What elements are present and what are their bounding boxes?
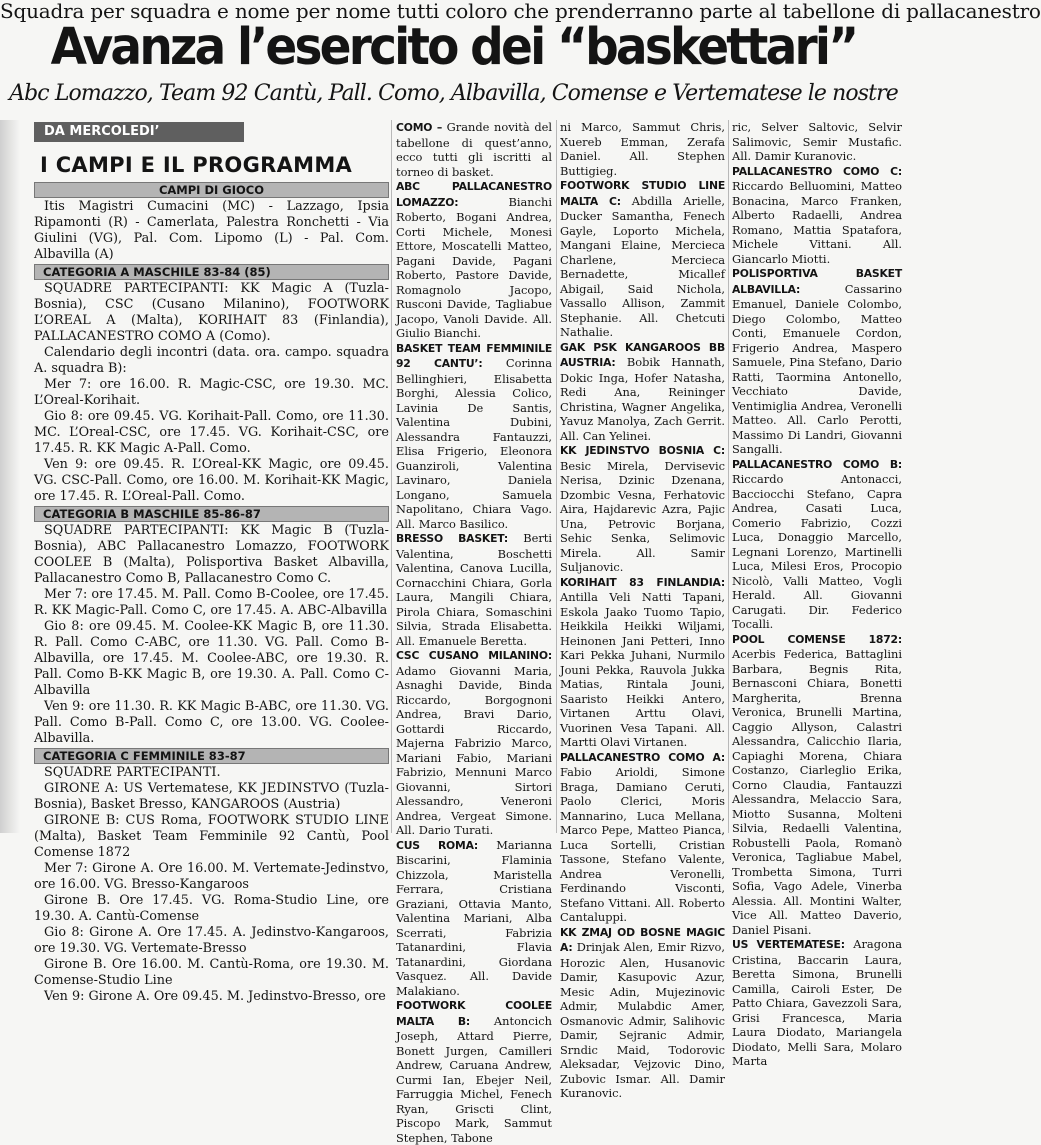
team-name: BRESSO BASKET: [396, 532, 508, 545]
player-list: Berti Valentina, Boschetti Valentina, Canova Lucilla, Cornacchini Chiara, Gorla Laura, Mangili Chiara, Pirola Chiara, Somaschini Silvia, Strada Elisabetta. All. Emanuele Beretta. [396, 531, 552, 648]
cat-b-body [34, 523, 389, 747]
section-title: I CAMPI E IL PROGRAMMA [40, 153, 353, 177]
team-name: COMO – [396, 121, 443, 134]
roster-entry [396, 838, 552, 999]
deck: Abc Lomazzo, Team 92 Cantù, Pall. Como, Albavilla, Comense e Vertematese le nostre [9, 81, 898, 106]
roster-entry [560, 575, 725, 750]
roster-entry [732, 120, 902, 164]
player-list: Antoncich Joseph, Attard Pierre, Bonett Jurgen, Camilleri Andrew, Caruana Andrew, Curmi Ian, Ebejer Neil, Farruggia Michel, Fenech Ryan, Griscti Clint, Piscopo Mark, Sammut Stephen, Tabone [396, 1013, 552, 1145]
player-list: Drinjak Alen, Emir Rizvo, Horozic Alen, Husanovic Damir, Kasupovic Azur, Mesic Adin, Mujezinovic Admir, Mulabdic Amer, Osmanovic Admir, Salihovic Damir, Sejranic Admir, Srndic Maid, Todorovic Aleksadar, Vejzovic Dino, Zubovic Ismar. All. Damir Kuranovic. [560, 940, 725, 1100]
team-name: KK ZMAJ OD BOSNE MAGIC A: [560, 925, 725, 954]
roster-entry [560, 925, 725, 1101]
cat-a-body [34, 281, 389, 505]
section-label: DA MERCOLEDI’ [34, 122, 244, 142]
roster-entry [732, 937, 902, 1069]
roster-entry [732, 632, 902, 938]
team-name: FOOTWORK COOLEE MALTA B: [396, 999, 552, 1028]
headline: Avanza l’esercito dei “baskettari” [50, 17, 857, 78]
player-list: ric, Selver Saltovic, Selvir Salimovic, Semir Mustafic. All. Damir Kuranovic. [732, 120, 902, 163]
team-name: PALLACANESTRO COMO A: [560, 750, 725, 764]
roster-entry [560, 443, 725, 575]
team-name: CUS ROMA: [396, 838, 479, 852]
player-list: Abdilla Arielle, Ducker Samantha, Fenech Gayle, Loporto Michela, Mangani Elaine, Mercieca Charlene, Mercieca Bernadette, Micallef Abigail, Said Nichola, Vassallo Allison, Zammit Stephanie. All. Chetcuti Nathalie. [560, 193, 725, 339]
roster-entry [732, 266, 902, 457]
player-list: Besic Mirela, Dervisevic Nerisa, Dzinic Dzenana, Dzombic Vesna, Ferhatovic Aira, Hajdarevic Azra, Pajic Una, Petrovic Borjana, Sehic Senka, Selimovic Mirela. All. Samir Suljanovic. [560, 458, 725, 574]
program-paragraph: SQUADRE PARTECIPANTI: KK Magic B (Tuzla-Bosnia), ABC Pallacanestro Lomazzo, FOOTWORK COOLEE B (Malta), Polisportiva Basket Albavilla, Pallacanestro Como B, Pallacanestro Como C. [34, 523, 389, 586]
player-list: Cassarino Emanuel, Daniele Colombo, Diego Colombo, Matteo Conti, Emanuele Cordon, Frigerio Andrea, Maspero Samuele, Pina Stefano, Dario Ratti, Taormina Antonello, Vecchiato Davide, Ventimiglia Andrea, Veronelli Matteo. All. Carlo Perotti, Massimo Di Landri, Giovanni Sangalli. [732, 281, 902, 456]
program-paragraph: Ven 9: Girone A. Ore 09.45. M. Jedinstvo-Bresso, ore [44, 989, 386, 1004]
roster-entry [396, 531, 552, 648]
column-rosters-3 [732, 120, 902, 1068]
column-divider [391, 120, 392, 833]
roster-entry [560, 340, 725, 444]
program-paragraph: Mer 7: ore 17.45. M. Pall. Como B-Coolee, ore 17.45. R. KK Magic-Pall. Como C, ore 17.45. A. ABC-Albavilla [34, 587, 389, 618]
subhead-campi: CAMPI DI GIOCO [34, 182, 389, 198]
program-paragraph: Mer 7: ore 16.00. R. Magic-CSC, ore 19.30. MC. L’Oreal-Korihait. [34, 377, 389, 408]
roster-entry [396, 341, 552, 532]
roster-entry [732, 457, 902, 632]
program-paragraph: Calendario degli incontri (data. ora. campo. squadra A. squadra B): [34, 345, 389, 376]
column-divider [556, 120, 557, 833]
column-rosters-1 [396, 120, 552, 1145]
campi-text: Itis Magistri Cumacini (MC) - Lazzago, Ipsia Ripamonti (R) - Camerlata, Palestra Ronchetti - Via Giulini (VG), Pal. Com. Lipomo (L) - Pal. Com. Albavilla (A) [34, 199, 389, 262]
player-list: Riccardo Belluomini, Matteo Bonacina, Marco Franken, Alberto Radaelli, Andrea Romano, Mattia Spatafora, Michele Vittani. All. Giancarlo Miotti. [732, 179, 902, 266]
subhead-cat-b: CATEGORIA B MASCHILE 85-86-87 [34, 506, 389, 522]
player-list: Riccardo Antonacci, Bacciocchi Stefano, Capra Andrea, Casati Luca, Comerio Fabrizio, Cozzi Luca, Donaggio Marcello, Legnani Lorenzo, Martinelli Luca, Milesi Eros, Procopio Nicolò, Valli Matteo, Vogli Herald. All. Giovanni Carugati. Dir. Federico Tocalli. [732, 472, 902, 631]
program-paragraph: Girone B. Ore 16.00. M. Cantù-Roma, ore 19.30. M. Comense-Studio Line [34, 957, 389, 988]
team-name: POOL COMENSE 1872: [732, 632, 902, 646]
team-name: KK JEDINSTVO BOSNIA C: [560, 444, 725, 457]
program-paragraph: Gio 8: ore 09.45. M. Coolee-KK Magic B, ore 11.30. R. Pall. Como C-ABC, ore 11.30. VG. Pall. Como B-Albavilla, ore 17.45. M. Coolee-ABC, ore 19.30. R. Pall. Como B-KK Magic B, ore 19.30. A. Pall. Como C-Albavilla [34, 619, 389, 698]
roster-entry [396, 120, 552, 179]
player-list: ni Marco, Sammut Chris, Xuereb Emman, Zerafa Daniel. All. Stephen Buttigieg. [560, 120, 725, 178]
player-list: Marianna Biscarini, Flaminia Chizzola, Maristella Ferrara, Cristiana Graziani, Ottavia Manto, Valentina Mariani, Alba Scerrati, Fabrizia Tatanardini, Flavia Tatanardini, Giordana Vasquez. All. Davide Malakiano. [396, 837, 552, 998]
program-paragraph: SQUADRE PARTECIPANTI. [44, 765, 221, 780]
subhead-cat-a: CATEGORIA A MASCHILE 83-84 (85) [34, 264, 389, 280]
program-paragraph: Ven 9: ore 11.30. R. KK Magic B-ABC, ore 11.30. VG. Pall. Como B-Pall. Como C, ore 13.00. VG. Coolee-Albavilla. [34, 699, 389, 746]
player-list: Grande novità del tabellone di quest’anno, ecco tutti gli iscritti al torneo di basket. [396, 120, 552, 179]
team-name: CSC CUSANO MILANINO: [396, 649, 552, 662]
player-list: Aragona Cristina, Baccarin Laura, Beretta Simona, Brunelli Camilla, Cairoli Ester, De Patto Chiara, Gavezzoli Sara, Grisi Francesca, Maria Laura Diodato, Mariangela Diodato, Melli Sara, Molaro Marta [732, 937, 902, 1068]
team-name: BASKET TEAM FEMMINILE 92 CANTU’: [396, 341, 552, 370]
team-name: PALLACANESTRO COMO C: [732, 164, 902, 178]
roster-entry [560, 120, 725, 178]
roster-entry [396, 648, 552, 838]
team-name: ABC PALLACANESTRO LOMAZZO: [396, 180, 552, 209]
team-name: US VERTEMATESE: [732, 938, 845, 951]
team-name: PALLACANESTRO COMO B: [732, 457, 902, 471]
team-name: KORIHAIT 83 FINLANDIA: [560, 575, 725, 589]
column-program [34, 120, 389, 1004]
roster-entry [396, 998, 552, 1145]
roster-entry [560, 178, 725, 340]
subhead-cat-c: CATEGORIA C FEMMINILE 83-87 [34, 748, 389, 764]
player-list: Bobik Hannath, Dokic Inga, Hofer Natasha, Redi Ana, Reininger Christina, Wagner Angelika, Yavuz Manolya, Zach Gerrit. All. Can Yelinei. [560, 355, 725, 443]
program-paragraph: Girone B. Ore 17.45. VG. Roma-Studio Line, ore 19.30. A. Cantù-Comense [34, 893, 389, 924]
player-list: Fabio Arioldi, Simone Braga, Damiano Ceruti, Paolo Clerici, Moris Mannarino, Luca Mellana, Marco Pepe, Matteo Pianca, Luca Sortelli, Cristian Tassone, Stefano Valente, Andrea Veronelli, Ferdinando Visconti, Stefano Vittani. All. Roberto Cantaluppi. [560, 765, 725, 924]
cat-c-body [34, 765, 389, 1005]
kicker: Squadra per squadra e nome per nome tutti coloro che prenderranno parte al tabellone di pallacanestro [0, 0, 1041, 23]
team-name: FOOTWORK STUDIO LINE MALTA C: [560, 179, 725, 208]
program-paragraph: SQUADRE PARTECIPANTI: KK Magic A (Tuzla-Bosnia), CSC (Cusano Milanino), FOOTWORK L’OREAL A (Malta), KORIHAIT 83 (Finlandia), PALLACANESTRO COMO A (Como). [34, 281, 389, 344]
column-rosters-2 [560, 120, 725, 1100]
player-list: Bianchi Roberto, Bogani Andrea, Corti Michele, Monesi Ettore, Moscatelli Matteo, Pagani Davide, Pagani Roberto, Pastore Davide, Romagnolo Jacopo, Rusconi Davide, Tagliabue Jacopo, Vanoli Davide. All. Giulio Bianchi. [396, 194, 552, 340]
program-paragraph: Gio 8: Girone A. Ore 17.45. A. Jedinstvo-Kangaroos, ore 19.30. VG. Vertemate-Bresso [34, 925, 389, 956]
program-paragraph: Ven 9: ore 09.45. R. L’Oreal-KK Magic, ore 09.45. VG. CSC-Pall. Como, ore 16.00. M. Korihait-KK Magic, ore 17.45. R. L’Oreal-Pall. Como. [34, 457, 389, 504]
column-divider [728, 120, 729, 833]
program-paragraph: GIRONE A: US Vertematese, KK JEDINSTVO (Tuzla-Bosnia), Basket Bresso, KANGAROOS (Austria) [34, 781, 389, 812]
team-name: POLISPORTIVA BASKET ALBAVILLA: [732, 267, 902, 296]
page-fold-shadow [0, 120, 20, 833]
program-paragraph: Gio 8: ore 09.45. VG. Korihait-Pall. Como, ore 11.30. MC. L’Oreal-CSC, ore 17.45. VG. Korihait-CSC, ore 17.45. R. KK Magic A-Pall. Como. [34, 409, 389, 456]
player-list: Acerbis Federica, Battaglini Barbara, Begnis Rita, Bernasconi Chiara, Bonetti Margherita, Brenna Veronica, Brunelli Martina, Caggio Allyson, Calastri Alessandra, Calicchio Ilaria, Capiaghi Morena, Chiara Costanzo, Ciarleglio Erika, Corno Claudia, Fantauzzi Alessandra, Melaccio Sara, Miotto Susanna, Molteni Silvia, Redaelli Valentina, Robustelli Paola, Romanò Veronica, Tagliabue Mabel, Trombetta Simona, Turri Sofia, Vago Adele, Vinerba Alessia. All. Montini Walter, Vice All. Matteo Daverio, Daniel Pisani. [732, 647, 902, 937]
program-paragraph: Mer 7: Girone A. Ore 16.00. M. Vertemate-Jedinstvo, ore 16.00. VG. Bresso-Kangaroos [34, 861, 389, 892]
player-list: Adamo Giovanni Maria, Asnaghi Davide, Binda Riccardo, Borgognoni Andrea, Bravi Dario, Gottardi Riccardo, Majerna Fabrizio Marco, Mariani Fabio, Mariani Fabrizio, Mennuni Marco Giovanni, Sirtori Alessandro, Veneroni Andrea, Vergeat Simone. All. Dario Turati. [396, 663, 552, 837]
player-list: Corinna Bellinghieri, Elisabetta Borghi, Alessia Colico, Lavinia De Santis, Valentina Dubini, Alessandra Fantauzzi, Elisa Frigerio, Eleonora Guanziroli, Valentina Lavinaro, Daniela Longano, Samuela Napolitano, Chiara Vago. All. Marco Basilico. [396, 356, 552, 531]
roster-entry [396, 179, 552, 341]
roster-entry [560, 750, 725, 925]
player-list: Antilla Veli Natti Tapani, Eskola Jaako Tuomo Tapio, Heikkila Heikki Wiljami, Heinonen Jani Petteri, Inno Kari Pekka Juhani, Nurmilo Jouni Pekka, Rauvola Jukka Matias, Rintala Jouni, Saaristo Heikki Antero, Virtanen Arttu Olavi, Vuorinen Vesa Tapani. All. Martti Olavi Virtanen. [560, 590, 725, 749]
program-paragraph: GIRONE B: CUS Roma, FOOTWORK STUDIO LINE (Malta), Basket Team Femminile 92 Cantù, Pool Comense 1872 [34, 813, 389, 860]
roster-entry [732, 164, 902, 267]
team-name: GAK PSK KANGAROOS BB AUSTRIA: [560, 340, 725, 369]
